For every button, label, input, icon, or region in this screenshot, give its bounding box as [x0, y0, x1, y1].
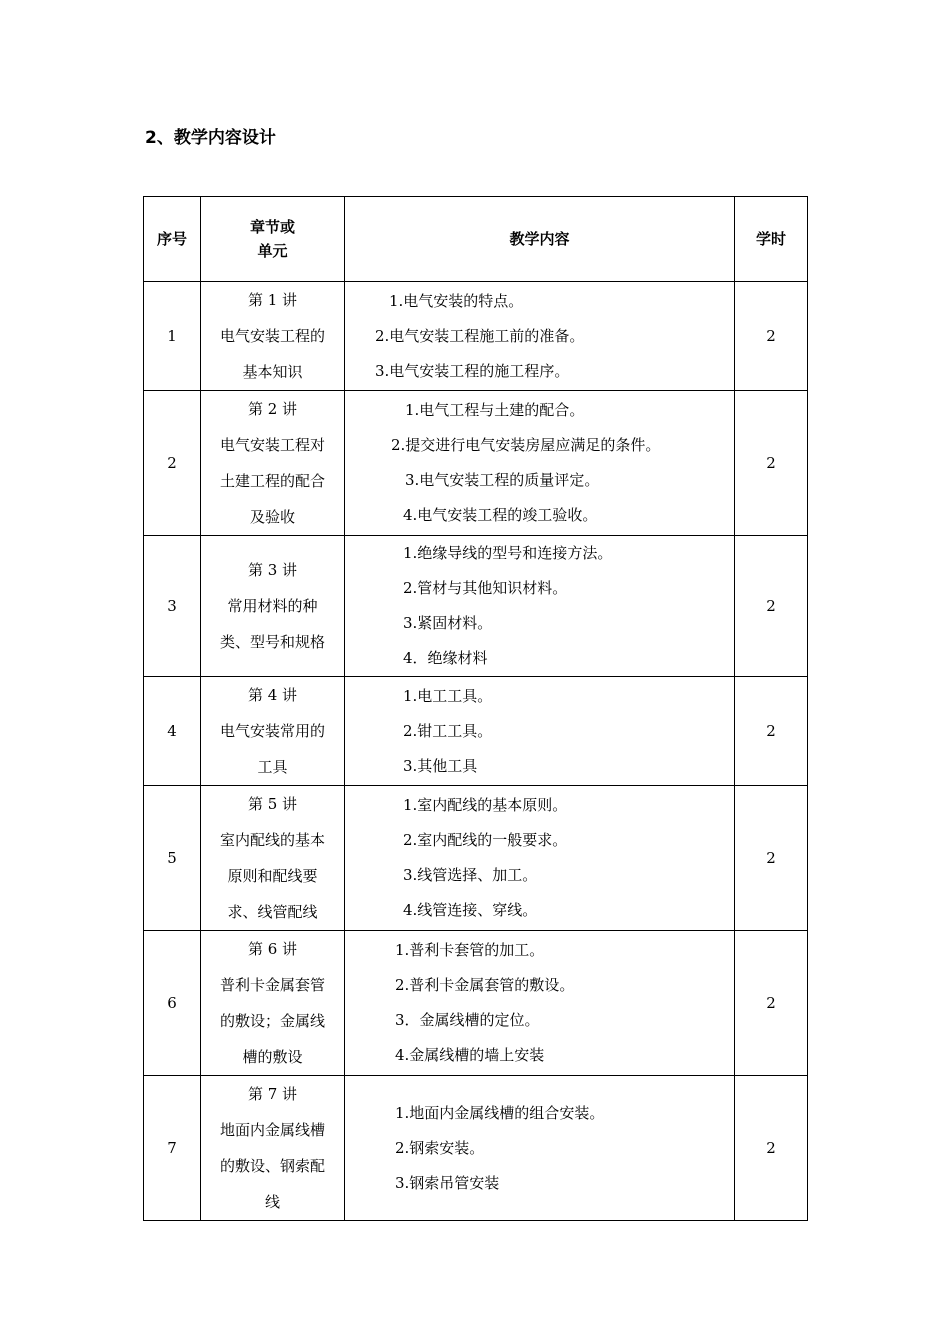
- row-index: 5: [144, 786, 201, 931]
- unit-line: 电气安装工程对: [219, 436, 325, 454]
- row-index: 6: [144, 931, 201, 1076]
- row-content: [345, 1076, 735, 1221]
- unit-line: 槽的敷设: [242, 1048, 303, 1066]
- content-item: 3.电气安装工程的质量评定。: [405, 471, 600, 489]
- header-unit: [201, 197, 345, 282]
- row-unit: [201, 282, 345, 391]
- row-content: [345, 677, 735, 786]
- unit-line: 普利卡金属套管: [219, 976, 325, 994]
- table-row: [144, 786, 808, 931]
- content-item: 1.室内配线的基本原则。: [403, 796, 568, 814]
- unit-line: 第 6 讲: [247, 940, 298, 958]
- content-item: 1.绝缘导线的型号和连接方法。: [403, 544, 613, 562]
- unit-line: 地面内金属线槽: [219, 1121, 325, 1139]
- row-content: [345, 391, 735, 536]
- content-item: 4.金属线槽的墙上安装: [395, 1046, 545, 1064]
- unit-line: 第 2 讲: [247, 400, 298, 418]
- unit-line: 电气安装工程的: [219, 327, 325, 345]
- content-item: 2.普利卡金属套管的敷设。: [395, 976, 575, 994]
- row-unit: [201, 931, 345, 1076]
- unit-line: 原则和配线要: [227, 867, 318, 885]
- header-index: 序号: [144, 197, 201, 282]
- header-unit-line1: 章节或: [249, 218, 295, 236]
- unit-line: 第 1 讲: [247, 291, 298, 309]
- table-row: [144, 536, 808, 677]
- content-item: 3.线管选择、加工。: [403, 866, 538, 884]
- table-row: [144, 1076, 808, 1221]
- row-unit: [201, 1076, 345, 1221]
- content-item: 1.电气安装的特点。: [389, 291, 524, 310]
- unit-line: 第 5 讲: [247, 795, 298, 813]
- content-item: 4.电气安装工程的竣工验收。: [403, 506, 598, 524]
- row-index: 7: [144, 1076, 201, 1221]
- row-hours: 2: [735, 677, 808, 786]
- row-content: [345, 786, 735, 931]
- content-item: 2.电气安装工程施工前的准备。: [375, 326, 585, 345]
- content-item: 2.钢索安装。: [395, 1138, 485, 1157]
- section-heading: 2、教学内容设计: [145, 128, 276, 148]
- row-unit: [201, 391, 345, 536]
- table-row: [144, 677, 808, 786]
- content-item: 2.钳工工具。: [403, 721, 493, 740]
- row-unit: [201, 536, 345, 677]
- row-index: 4: [144, 677, 201, 786]
- row-hours: 2: [735, 931, 808, 1076]
- row-hours: 2: [735, 391, 808, 536]
- unit-line: 类、型号和规格: [219, 633, 325, 651]
- row-content: [345, 536, 735, 677]
- table-row: [144, 391, 808, 536]
- row-hours: 2: [735, 536, 808, 677]
- table-header-row: [144, 197, 808, 282]
- content-item: 3.电气安装工程的施工程序。: [375, 361, 570, 380]
- content-item: 3.钢索吊管安装: [395, 1173, 500, 1192]
- row-content: [345, 931, 735, 1076]
- header-content: 教学内容: [345, 197, 735, 282]
- unit-line: 第 4 讲: [247, 686, 298, 704]
- content-item: 4.线管连接、穿线。: [403, 901, 538, 919]
- unit-line: 工具: [257, 758, 288, 776]
- unit-line: 第 3 讲: [247, 561, 298, 579]
- unit-line: 土建工程的配合: [219, 472, 325, 490]
- row-index: 1: [144, 282, 201, 391]
- content-item: 1.普利卡套管的加工。: [395, 941, 545, 959]
- row-index: 3: [144, 536, 201, 677]
- content-item: 3.紧固材料。: [403, 614, 493, 632]
- unit-line: 常用材料的种: [227, 597, 318, 615]
- header-unit-line2: 单元: [257, 242, 288, 260]
- table-row: [144, 282, 808, 391]
- unit-line: 的敷设、钢索配: [219, 1157, 325, 1175]
- unit-line: 及验收: [249, 508, 295, 526]
- unit-line: 第 7 讲: [247, 1085, 298, 1103]
- header-hours: 学时: [735, 197, 808, 282]
- table-row: [144, 931, 808, 1076]
- row-hours: 2: [735, 1076, 808, 1221]
- row-hours: 2: [735, 786, 808, 931]
- content-item: 1.电气工程与土建的配合。: [405, 401, 585, 419]
- content-item: 2.提交进行电气安装房屋应满足的条件。: [391, 436, 661, 454]
- unit-line: 基本知识: [242, 363, 303, 381]
- row-unit: [201, 677, 345, 786]
- content-item: 2.室内配线的一般要求。: [403, 831, 568, 849]
- row-content: [345, 282, 735, 391]
- row-hours: 2: [735, 282, 808, 391]
- unit-line: 电气安装常用的: [219, 722, 325, 740]
- row-index: 2: [144, 391, 201, 536]
- teaching-content-table: [143, 196, 808, 1221]
- unit-line: 求、线管配线: [227, 903, 318, 921]
- content-item: 3.其他工具: [403, 756, 478, 775]
- content-item: 1.电工工具。: [403, 686, 493, 705]
- row-unit: [201, 786, 345, 931]
- unit-line: 的敷设；金属线: [219, 1012, 325, 1030]
- content-item: 2.管材与其他知识材料。: [403, 579, 568, 597]
- unit-line: 室内配线的基本: [219, 831, 325, 849]
- content-item: 1.地面内金属线槽的组合安装。: [395, 1103, 605, 1122]
- content-item: 4．绝缘材料: [403, 649, 488, 667]
- content-item: 3．金属线槽的定位。: [395, 1011, 540, 1029]
- unit-line: 线: [264, 1193, 280, 1211]
